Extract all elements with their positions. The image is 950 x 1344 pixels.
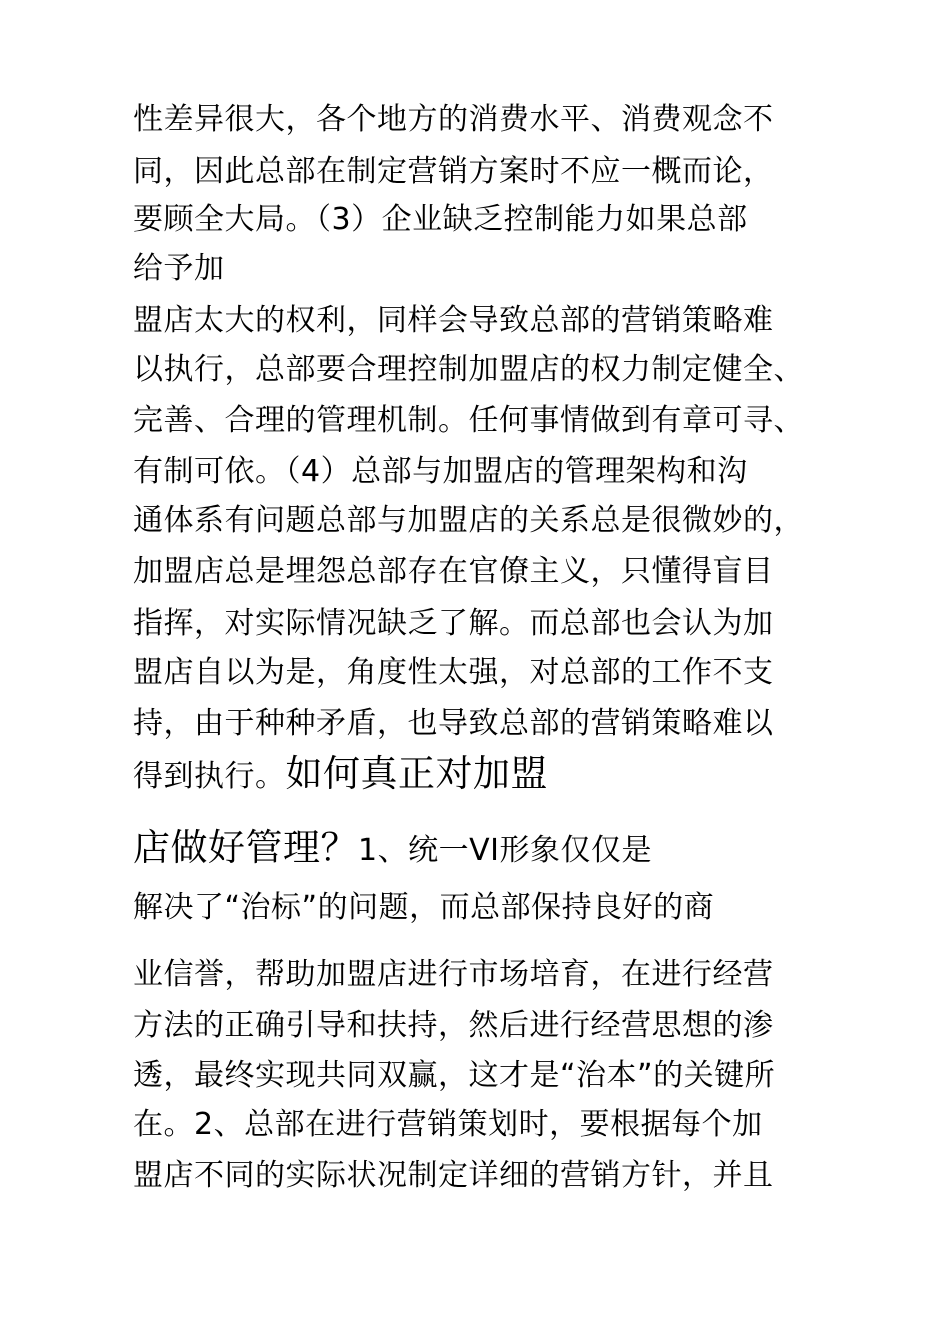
body-text-line: 以执行，总部要合理控制加盟店的权力制定健全、 <box>133 352 804 387</box>
body-text-line: 透，最终实现共同双赢，这才是“治本”的关键所 <box>133 1058 776 1093</box>
heading-text-segment: 店做好管理？ <box>133 826 358 869</box>
body-text-line: 指挥，对实际情况缺乏了解。而总部也会认为加 <box>133 606 774 641</box>
body-text-line: 盟店不同的实际状况制定详细的营销方针，并且 <box>133 1158 774 1193</box>
heading-text-segment: 如何真正对加盟 <box>285 752 548 795</box>
body-text-line: 通体系有问题总部与加盟店的关系总是很微妙的， <box>133 503 804 538</box>
body-text-line <box>133 752 548 795</box>
body-text-line: 在。2、总部在进行营销策划时，要根据每个加 <box>133 1107 763 1142</box>
body-text-line: 持，由于种种矛盾，也导致总部的营销策略难以 <box>133 706 774 741</box>
body-text-line: 性差异很大，各个地方的消费水平、消费观念不 <box>133 102 774 137</box>
body-text-line: 要顾全大局。（3）企业缺乏控制能力如果总部 <box>133 202 748 237</box>
body-text-line: 盟店太大的权利，同样会导致总部的营销策略难 <box>133 303 774 338</box>
body-text-line: 加盟店总是埋怨总部存在官僚主义，只懂得盲目 <box>133 554 774 589</box>
body-text-line <box>133 826 652 869</box>
body-text-segment: 1、统一VI形象仅仅是 <box>358 833 652 868</box>
body-text-line: 有制可依。（4）总部与加盟店的管理架构和沟 <box>133 454 748 489</box>
body-text-line: 完善、合理的管理机制。任何事情做到有章可寻、 <box>133 403 804 438</box>
body-text-segment: 得到执行。 <box>133 759 286 794</box>
body-text-line: 盟店自以为是，角度性太强，对总部的工作不支 <box>133 655 774 690</box>
body-text-line: 解决了“治标”的问题，而总部保持良好的商 <box>133 890 715 925</box>
body-text-line: 同，因此总部在制定营销方案时不应一概而论， <box>133 154 774 189</box>
body-text-line: 给予加 <box>133 251 225 286</box>
body-text-line: 方法的正确引导和扶持，然后进行经营思想的渗 <box>133 1008 774 1043</box>
body-text-line: 业信誉，帮助加盟店进行市场培育，在进行经营 <box>133 957 774 992</box>
